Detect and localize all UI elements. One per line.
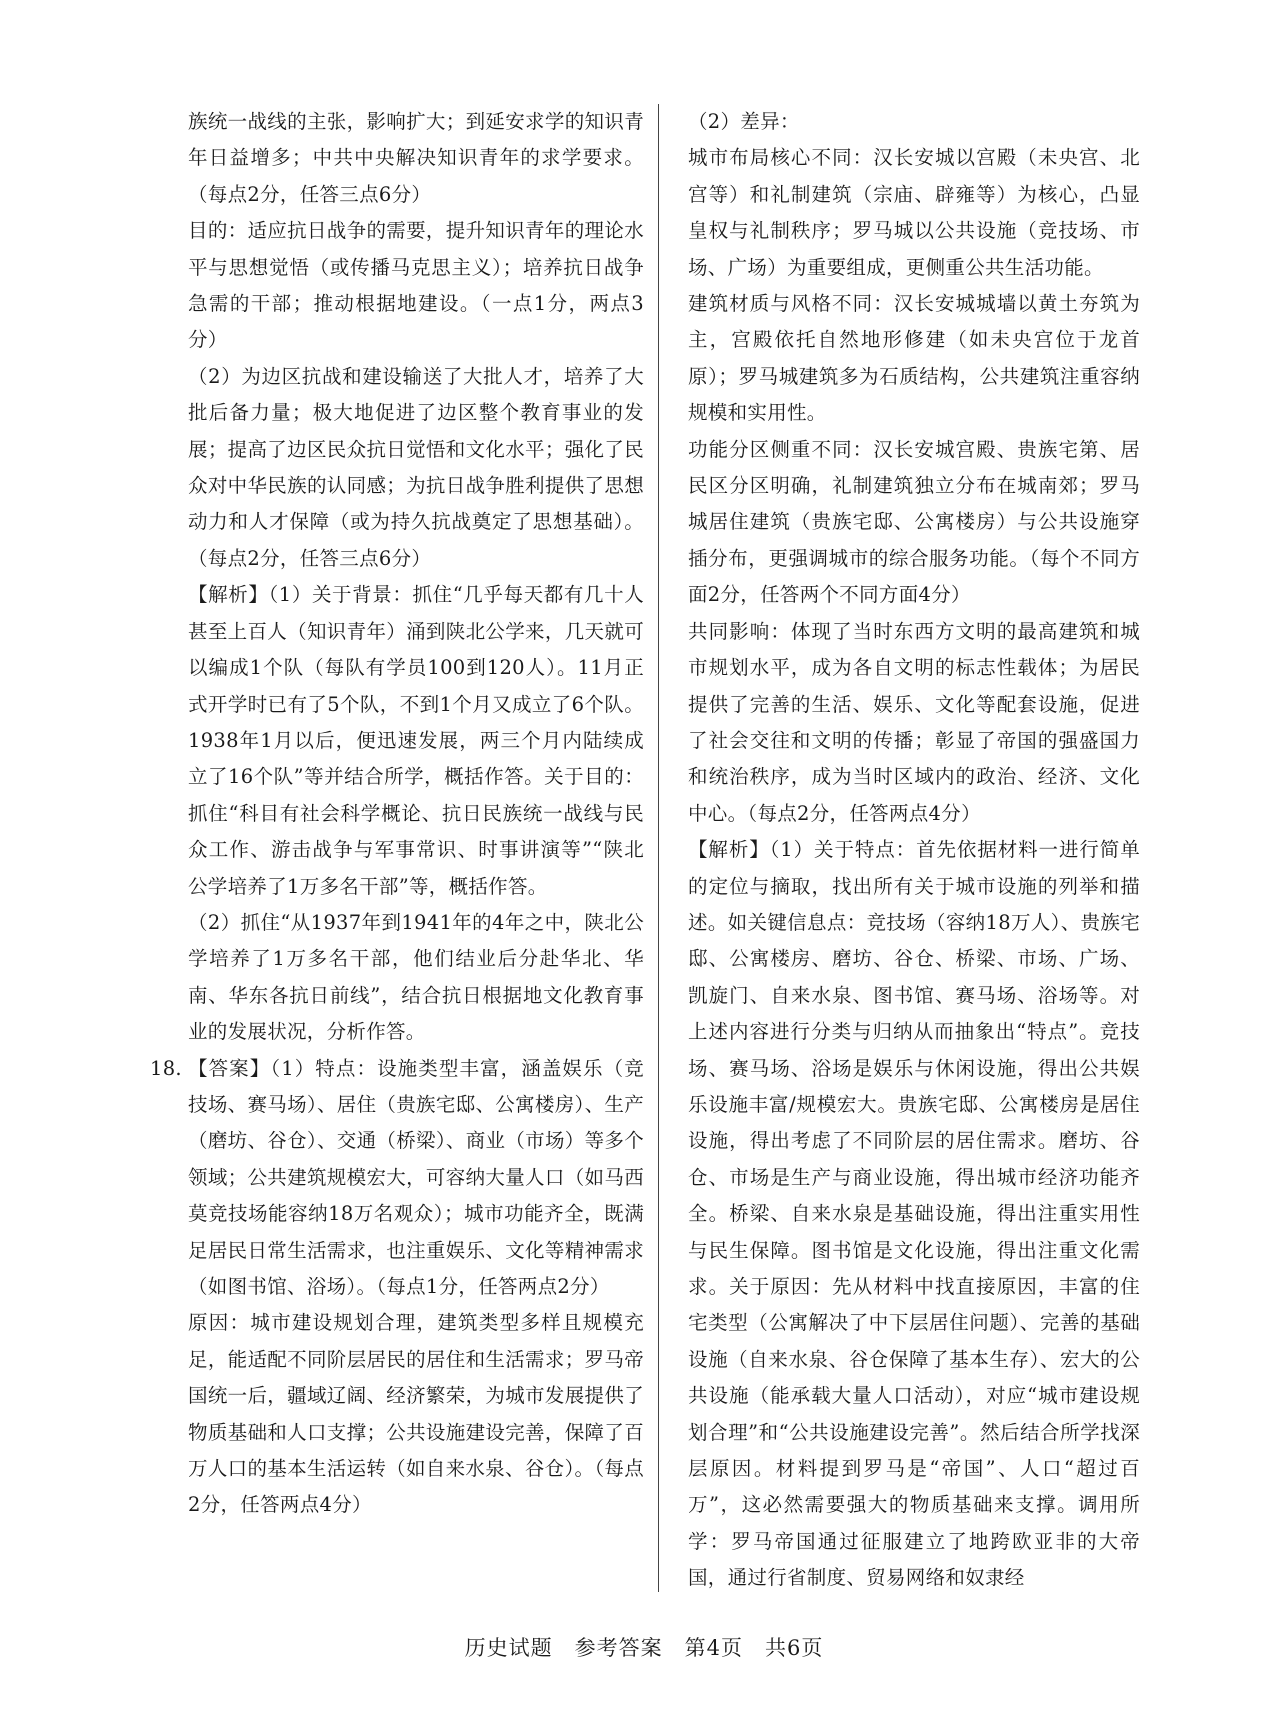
column-divider: [658, 104, 659, 1592]
answer-paragraph: 建筑材质与风格不同：汉长安城城墙以黄土夯筑为主，宫殿依托自然地形修建（如未央宫位于龙首原）；罗马城建筑多为石质结构，公共建筑注重容纳规模和实用性。: [688, 292, 1140, 425]
answer-paragraph: 【答案】（1）特点：设施类型丰富，涵盖娱乐（竞技场、赛马场）、居住（贵族宅邸、公寓楼房）、生产（磨坊、谷仓）、交通（桥梁）、商业（市场）等多个领域；公共建筑规模宏大，可容纳大量人口（如马西莫竞技场能容纳18万名观众）；城市功能齐全，既满足居民日常生活需求，也注重娱乐、文化等精神需求（如图书馆、浴场）。（每点1分，任答两点2分）: [188, 1056, 644, 1298]
analysis-paragraph: （2）抓住“从1937年到1941年的4年之中，陕北公学培养了1万多名干部，他们结业后分赴华北、华南、华东各抗日前线”，结合抗日根据地文化教育事业的发展状况，分析作答。: [188, 910, 644, 1044]
answer-paragraph: 城市布局核心不同：汉长安城以宫殿（未央宫、北宫等）和礼制建筑（宗庙、辟雍等）为核心，凸显皇权与礼制秩序；罗马城以公共设施（竞技场、市场、广场）为重要组成，更侧重公共生活功能。: [688, 146, 1140, 279]
analysis-paragraph: 【解析】（1）关于背景：抓住“几乎每天都有几十人甚至上百人（知识青年）涌到陕北公学来，几天就可以编成1个队（每队有学员100到120人）。11月正式开学时已有了5个队，不到1个月又成立了6个队。1938年1月以后，便迅速发展，两三个月内陆续成立了16个队”等并结合所学，概括作答。关于目的：抓住“科目有社会科学概论、抗日民族统一战线与民众工作、游击战争与军事常识、时事讲演等”“陕北公学培养了1万多名干部”等，概括作答。: [188, 583, 644, 898]
answer-paragraph: 功能分区侧重不同：汉长安城宫殿、贵族宅第、居民区分区明确，礼制建筑独立分布在城南郊；罗马城居住建筑（贵族宅邸、公寓楼房）与公共设施穿插分布，更强调城市的综合服务功能。（每个不同方面2分，任答两个不同方面4分）: [688, 437, 1140, 607]
analysis-paragraph: 【解析】（1）关于特点：首先依据材料一进行简单的定位与摘取，找出所有关于城市设施的列举和描述。如关键信息点：竞技场（容纳18万人）、贵族宅邸、公寓楼房、磨坊、谷仓、桥梁、市场、广场、凯旋门、自来水泉、图书馆、赛马场、浴场等。对上述内容进行分类与归纳从而抽象出“特点”。竞技场、赛马场、浴场是娱乐与休闲设施，得出公共娱乐设施丰富/规模宏大。贵族宅邸、公寓楼房是居住设施，得出考虑了不同阶层的居住需求。磨坊、谷仓、市场是生产与商业设施，得出城市经济功能齐全。桥梁、自来水泉是基础设施，得出注重实用性与民生保障。图书馆是文化设施，得出注重文化需求。关于原因：先从材料中找直接原因，丰富的住宅类型（公寓解决了中下层居住问题）、完善的基础设施（自来水泉、谷仓保障了基本生存）、宏大的公共设施（能承载大量人口活动），对应“城市建设规划合理”和“公共设施建设完善”。然后结合所学找深层原因。材料提到罗马是“帝国”、人口“超过百万”，这必然需要强大的物质基础来支撑。调用所学：罗马帝国通过征服建立了地跨欧亚非的大帝国，通过行省制度、贸易网络和奴隶经: [688, 838, 1140, 1590]
answer-paragraph: 共同影响：体现了当时东西方文明的最高建筑和城市规划水平，成为各自文明的标志性载体；为居民提供了完善的生活、娱乐、文化等配套设施，促进了社会交往和文明的传播；彰显了帝国的强盛国力和统治秩序，成为当时区域内的政治、经济、文化中心。（每点2分，任答两点4分）: [688, 619, 1140, 825]
right-column: [688, 104, 1140, 1597]
answer-paragraph: （2）差异：: [688, 110, 800, 133]
answer-paragraph: 目的：适应抗日战争的需要，提升知识青年的理论水平与思想觉悟（或传播马克思主义）；培养抗日战争急需的干部；推动根据地建设。（一点1分，两点3分）: [188, 219, 644, 352]
question-number: 18.: [150, 1056, 182, 1080]
answer-paragraph: 原因：城市建设规划合理，建筑类型多样且规模充足，能适配不同阶层居民的居住和生活需求；罗马帝国统一后，疆域辽阔、经济繁荣，为城市发展提供了物质基础和人口支撑；公共设施建设完善，保障了百万人口的基本生活运转（如自来水泉、谷仓）。（每点2分，任答两点4分）: [188, 1311, 644, 1517]
page-footer: 历史试题 参考答案 第4页 共6页: [464, 1636, 824, 1660]
answer-paragraph: 族统一战线的主张，影响扩大；到延安求学的知识青年日益增多；中共中央解决知识青年的求学要求。（每点2分，任答三点6分）: [188, 110, 644, 206]
answer-paragraph: （2）为边区抗战和建设输送了大批人才，培养了大批后备力量；极大地促进了边区整个教育事业的发展；提高了边区民众抗日觉悟和文化水平；强化了民众对中华民族的认同感；为抗日战争胜利提供了思想动力和人才保障（或为持久抗战奠定了思想基础）。（每点2分，任答三点6分）: [188, 364, 644, 570]
left-column: [150, 104, 644, 1524]
question-18-block: [150, 1051, 644, 1306]
